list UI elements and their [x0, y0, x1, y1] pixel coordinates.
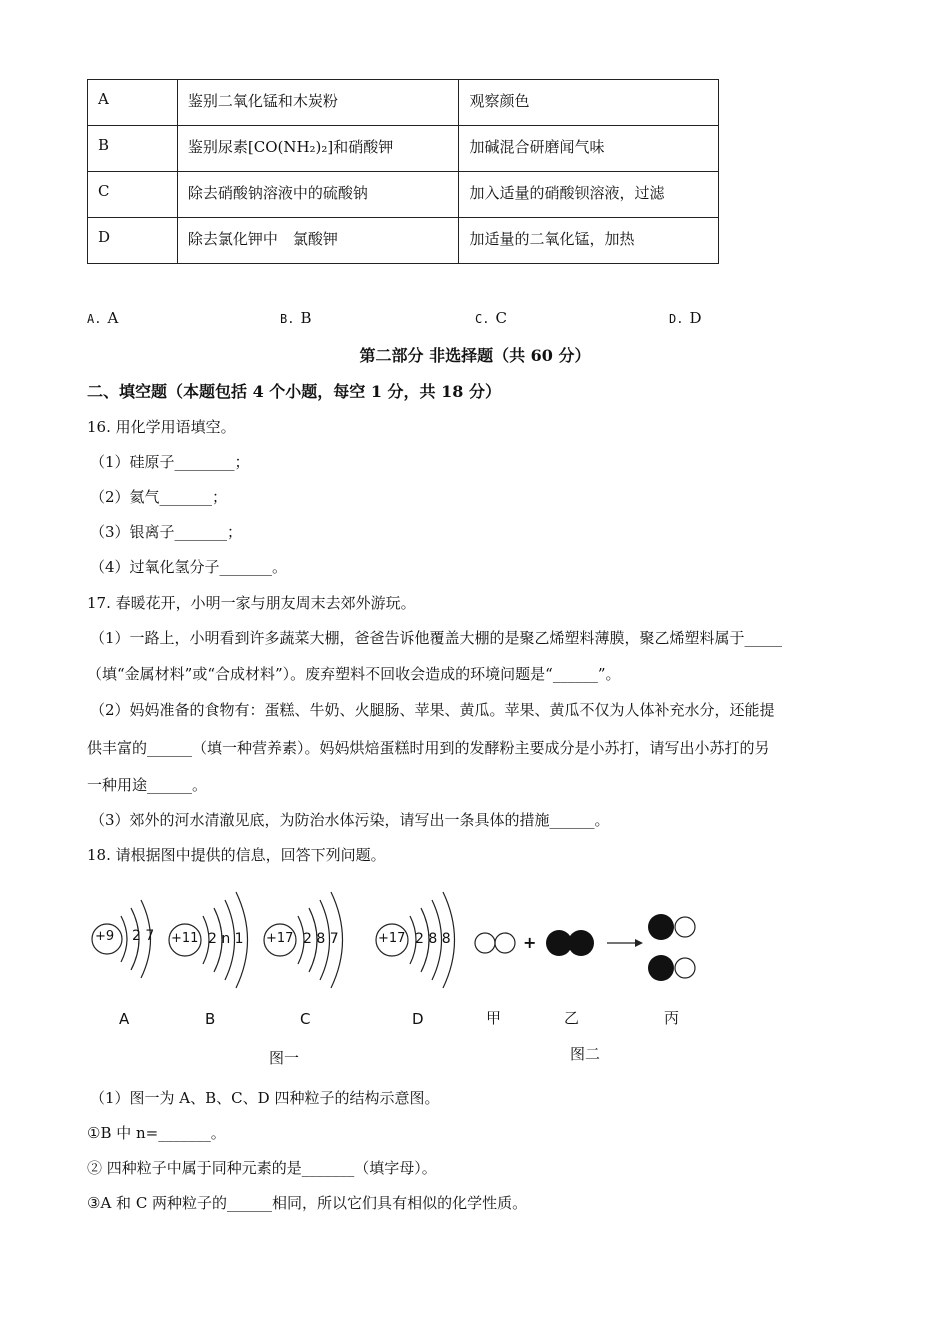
q18-stem: 18. 请根据图中提供的信息，回答下列问题。 — [87, 846, 386, 864]
molecule-bing-atom-open-1 — [675, 917, 695, 937]
part2-title: 第二部分 非选择题（共 60 分） — [359, 346, 591, 365]
nucleus-label-d: +17 — [378, 931, 406, 946]
atom-structure-diagram — [87, 880, 727, 1070]
choice-b[interactable] — [280, 309, 311, 327]
nucleus-label-c: +17 — [266, 931, 294, 946]
table-row — [88, 126, 719, 172]
q17-line: （3）郊外的河水清澈见底，为防治水体污染，请写出一条具体的措施______。 — [90, 811, 610, 829]
table-row — [88, 218, 719, 264]
choice-value: C — [495, 309, 507, 327]
molecule-label-jia: 甲 — [486, 1009, 502, 1027]
choice-letter: C. — [475, 312, 490, 326]
purpose-cell: 鉴别尿素[CO(NH₂)₂]和硝酸钾 — [177, 126, 459, 172]
option-cell: C — [88, 172, 178, 218]
choice-a[interactable] — [87, 309, 118, 327]
electron-count-c: 2 8 7 — [303, 931, 339, 947]
molecule-jia-atom-1 — [475, 933, 495, 953]
q18-line: ①B 中 n=_______。 — [87, 1124, 226, 1142]
q18-line: ③A 和 C 两种粒子的______相同，所以它们具有相似的化学性质。 — [87, 1194, 528, 1212]
particle-label-a: A — [119, 1010, 130, 1028]
molecule-label-bing: 丙 — [664, 1009, 680, 1027]
q16-item: （1）硅原子________； — [90, 453, 250, 471]
purpose-cell: 除去氯化钾中 氯酸钾 — [177, 218, 459, 264]
figure2-caption: 图二 — [570, 1045, 601, 1063]
q17-line: （1）一路上，小明看到许多蔬菜大棚，爸爸告诉他覆盖大棚的是聚乙烯塑料薄膜，聚乙烯塑料属于_____ — [90, 629, 783, 647]
q17-stem: 17. 春暖花开，小明一家与朋友周末去郊外游玩。 — [87, 594, 416, 612]
choice-letter: A. — [87, 312, 102, 326]
choice-letter: D. — [669, 312, 684, 326]
plus-sign: + — [523, 933, 537, 952]
particle-label-c: C — [300, 1010, 311, 1028]
molecule-label-yi: 乙 — [564, 1009, 580, 1027]
nucleus-label-a: +9 — [95, 929, 115, 944]
q18-line: ② 四种粒子中属于同种元素的是_______（填字母）。 — [87, 1159, 437, 1177]
options-table — [87, 79, 719, 264]
nucleus-label-b: +11 — [171, 931, 199, 946]
purpose-cell: 鉴别二氧化锰和木炭粉 — [177, 80, 459, 126]
choice-value: D — [689, 309, 702, 327]
method-cell: 加入适量的硝酸钡溶液，过滤 — [459, 172, 719, 218]
electron-count-a: 2 7 — [132, 928, 155, 944]
option-cell: A — [88, 80, 178, 126]
table-row — [88, 172, 719, 218]
particle-label-d: D — [412, 1010, 424, 1028]
table-row — [88, 80, 719, 126]
q17-line: （填“金属材料”或“合成材料”）。废弃塑料不回收会造成的环境问题是“______”。 — [87, 665, 621, 683]
q17-line: 供丰富的______（填一种营养素）。妈妈烘焙蛋糕时用到的发酵粉主要成分是小苏打，请写出小苏打的另 — [87, 739, 770, 757]
q17-line: 一种用途______。 — [87, 776, 208, 794]
method-cell: 加碱混合研磨闻气味 — [459, 126, 719, 172]
q16-item: （3）银离子_______； — [90, 523, 243, 541]
choice-letter: B. — [280, 312, 295, 326]
q18-figure — [87, 880, 727, 1070]
particle-label-b: B — [205, 1010, 216, 1028]
q18-line: （1）图一为 A、B、C、D 四种粒子的结构示意图。 — [90, 1089, 440, 1107]
option-cell: D — [88, 218, 178, 264]
electron-count-b: 2 n 1 — [208, 931, 244, 947]
q16-item: （2）氦气_______； — [90, 488, 228, 506]
molecule-bing-atom-filled-1 — [648, 914, 674, 940]
arrow-head-icon — [635, 939, 643, 947]
method-cell: 观察颜色 — [459, 80, 719, 126]
figure1-caption: 图一 — [269, 1049, 300, 1067]
choice-d[interactable] — [669, 309, 701, 327]
electron-count-d: 2 8 8 — [415, 931, 451, 947]
molecule-bing-atom-filled-2 — [648, 955, 674, 981]
molecule-bing-atom-open-2 — [675, 958, 695, 978]
choice-value: B — [300, 309, 312, 327]
molecule-jia-atom-2 — [495, 933, 515, 953]
option-cell: B — [88, 126, 178, 172]
purpose-cell: 除去硝酸钠溶液中的硫酸钠 — [177, 172, 459, 218]
q17-line: （2）妈妈准备的食物有：蛋糕、牛奶、火腿肠、苹果、黄瓜。苹果、黄瓜不仅为人体补充水分，还能提 — [90, 701, 775, 719]
answer-choices — [87, 309, 787, 331]
choice-value: A — [107, 309, 119, 327]
q16-stem: 16. 用化学用语填空。 — [87, 418, 236, 436]
method-cell: 加适量的二氧化锰，加热 — [459, 218, 719, 264]
choice-c[interactable] — [475, 309, 507, 327]
molecule-yi-atom-2 — [568, 930, 594, 956]
q16-item: （4）过氧化氢分子_______。 — [90, 558, 288, 576]
section2-title: 二、填空题（本题包括 4 个小题，每空 1 分，共 18 分） — [87, 382, 501, 401]
